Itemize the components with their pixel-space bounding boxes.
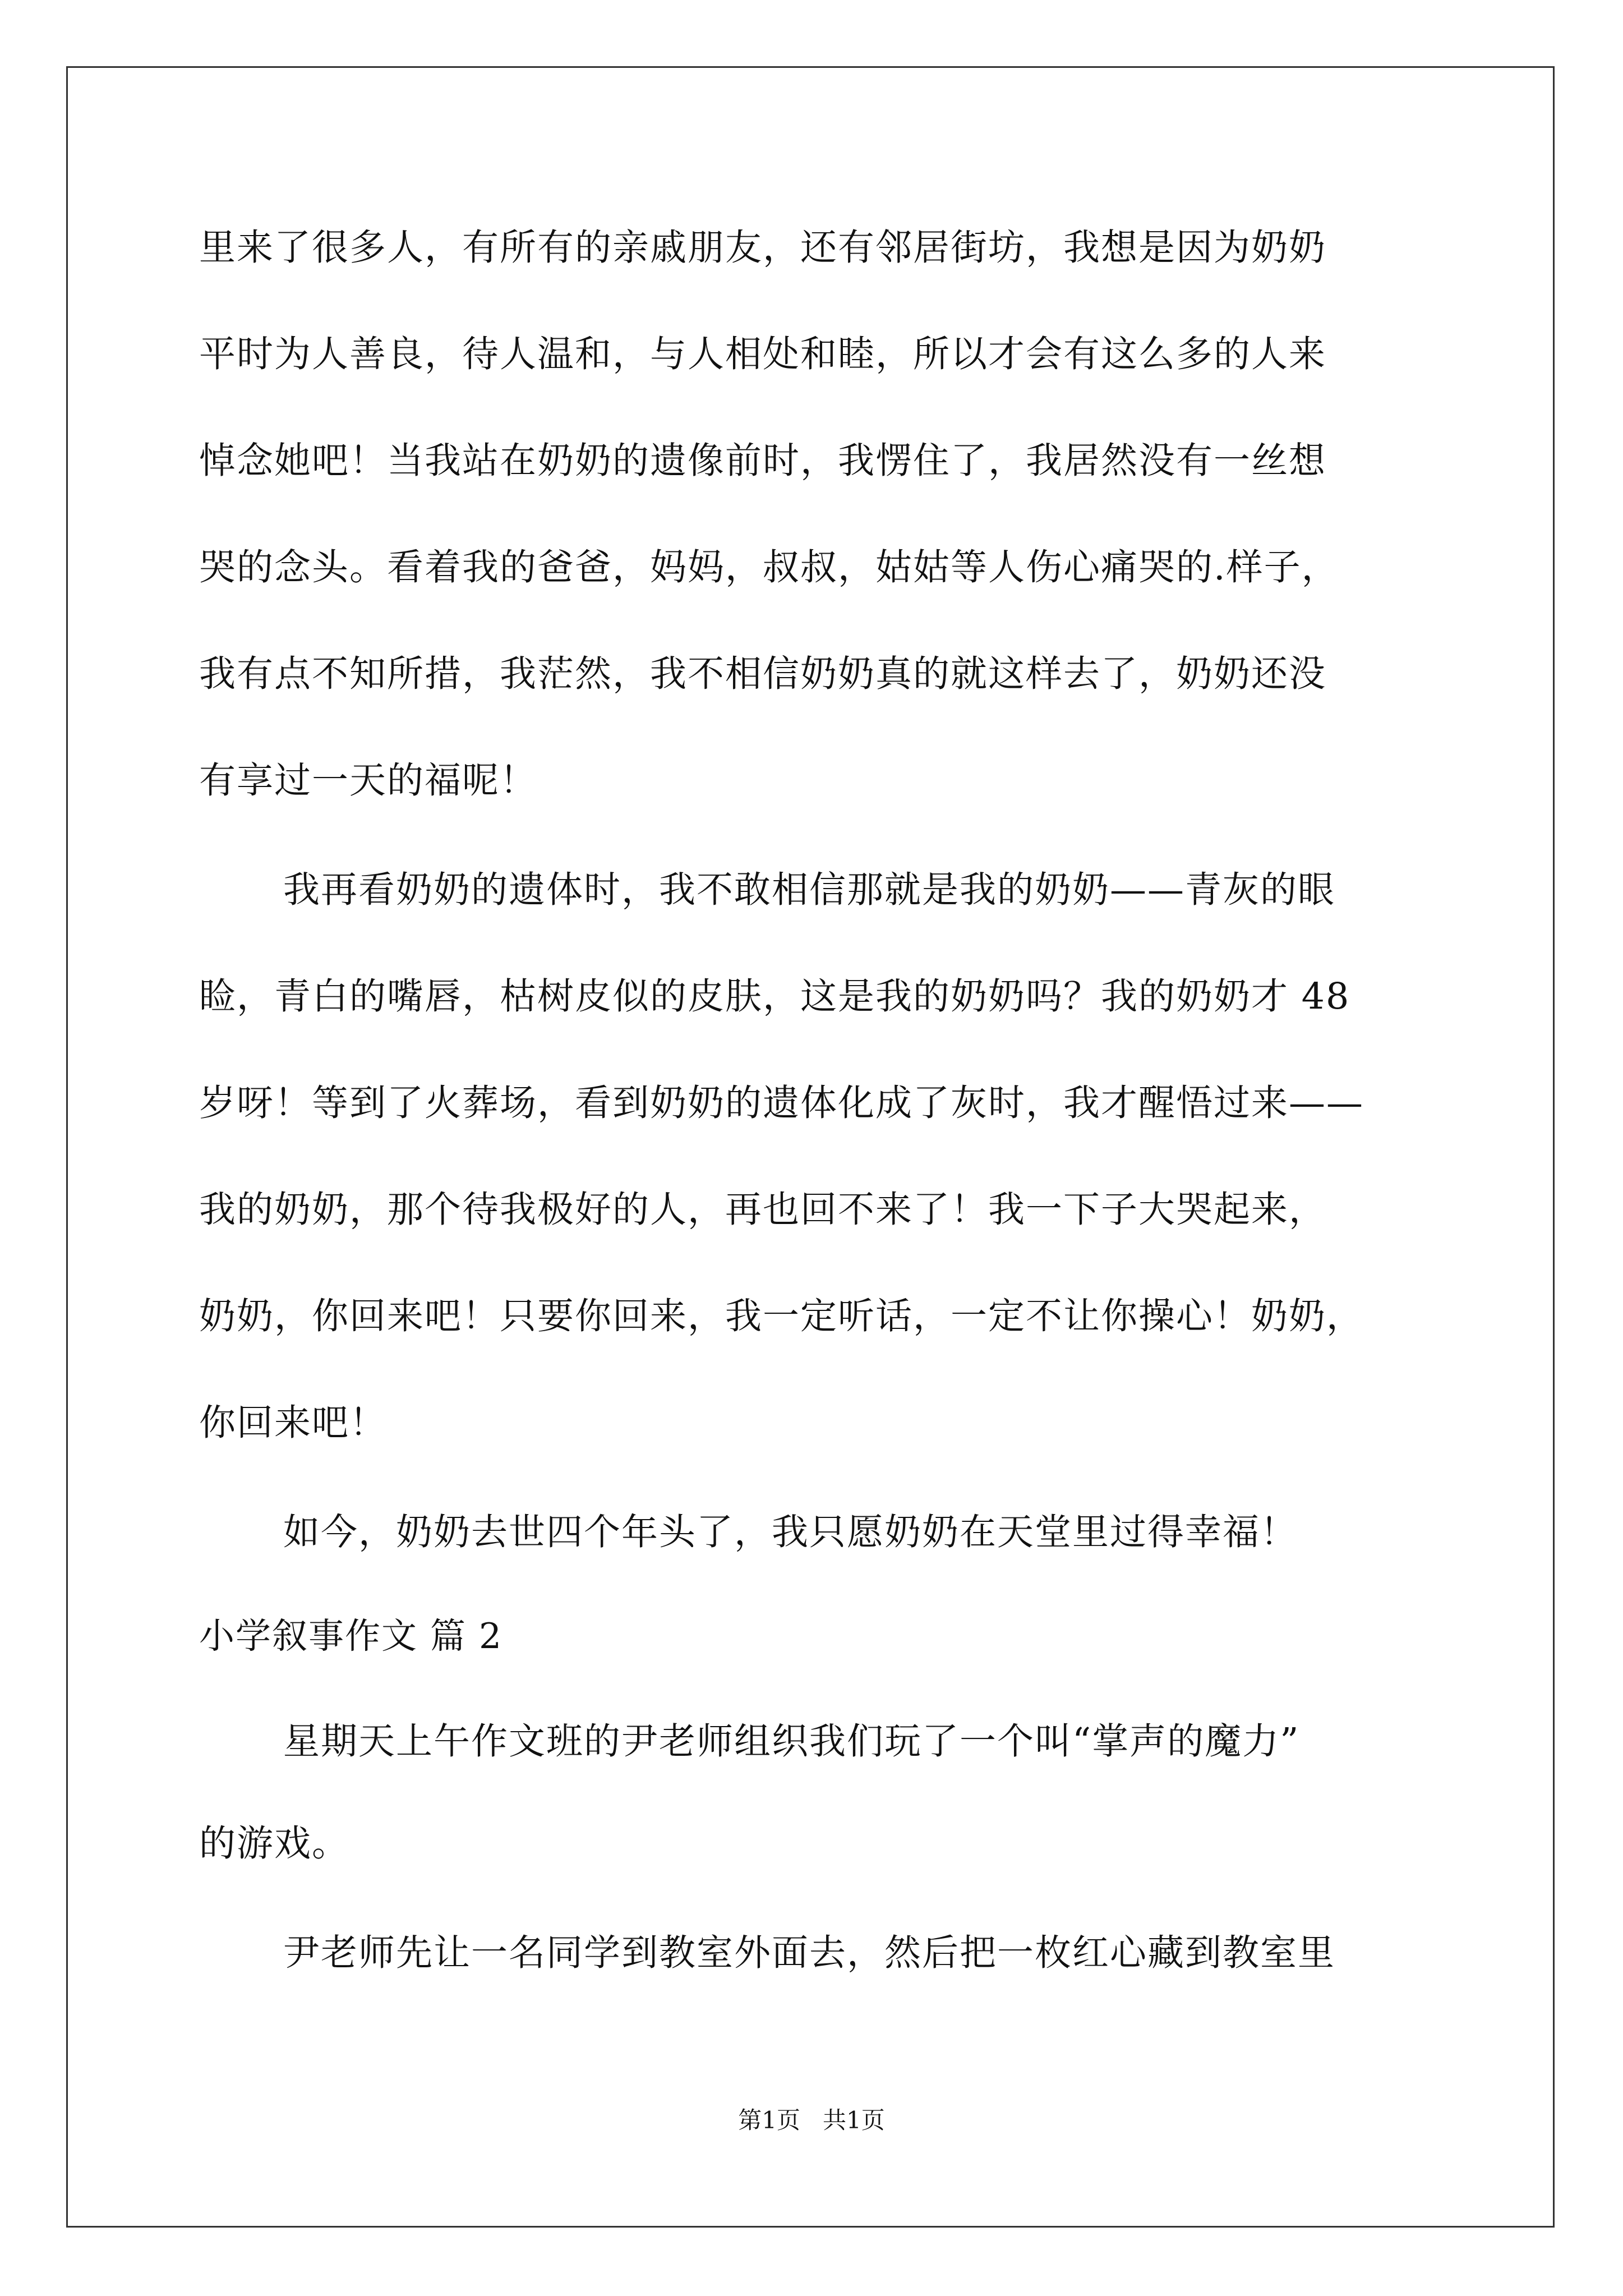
body-line: 里来了很多人，有所有的亲戚朋友，还有邻居街坊，我想是因为奶奶: [199, 227, 1327, 269]
body-line: 奶奶，你回来吧！只要你回来，我一定听话，一定不让你操心！奶奶，: [199, 1295, 1364, 1337]
body-line: 岁呀！等到了火葬场，看到奶奶的遗体化成了灰时，我才醒悟过来——: [199, 1082, 1364, 1124]
body-line: 有享过一天的福呢！: [199, 760, 538, 802]
body-line: 平时为人善良，待人温和，与人相处和睦，所以才会有这么多的人来: [199, 333, 1327, 375]
paragraph-start-line: 星期天上午作文班的尹老师组织我们玩了一个叫“掌声的魔力”: [283, 1720, 1300, 1763]
paragraph-start-line: 我再看奶奶的遗体时，我不敢相信那就是我的奶奶——青灰的眼: [283, 869, 1336, 911]
page-border: [66, 66, 1555, 2228]
page-footer: 第1页 共1页: [738, 2106, 885, 2134]
body-line: 我有点不知所措，我茫然，我不相信奶奶真的就这样去了，奶奶还没: [199, 653, 1327, 695]
body-line: 我的奶奶，那个待我极好的人，再也回不来了！我一下子大哭起来，: [199, 1189, 1327, 1231]
body-line: 睑，青白的嘴唇，枯树皮似的皮肤，这是我的奶奶吗？我的奶奶才 48: [199, 976, 1350, 1018]
section-heading: 小学叙事作文 篇 2: [199, 1616, 503, 1657]
paragraph-start-line: 尹老师先让一名同学到教室外面去，然后把一枚红心藏到教室里: [283, 1932, 1336, 1974]
body-line: 的游戏。: [199, 1823, 350, 1865]
body-line: 悼念她吧！当我站在奶奶的遗像前时，我愣住了，我居然没有一丝想: [199, 440, 1327, 482]
paragraph-start-line: 如今，奶奶去世四个年头了，我只愿奶奶在天堂里过得幸福！: [283, 1511, 1298, 1553]
body-line: 你回来吧！: [199, 1402, 388, 1444]
body-line: 哭的念头。看着我的爸爸，妈妈，叔叔，姑姑等人伤心痛哭的.样子，: [199, 546, 1339, 588]
